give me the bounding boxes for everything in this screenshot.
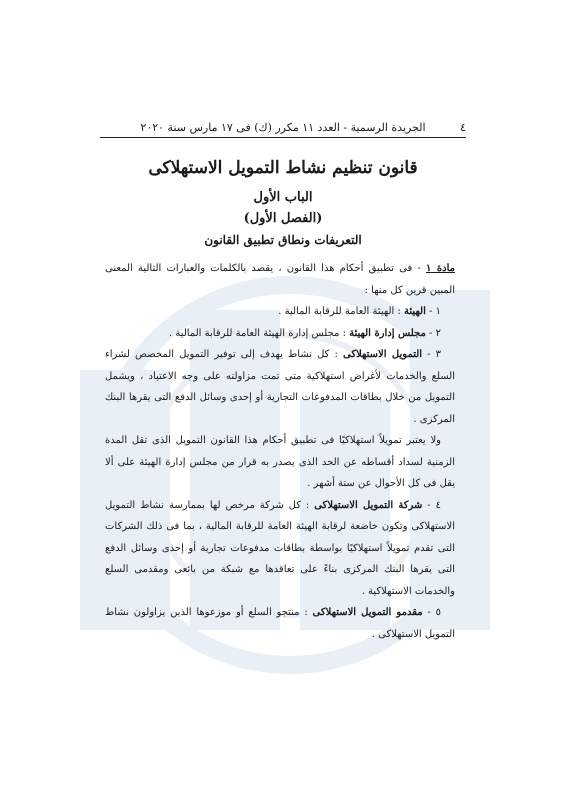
definition-number: ١ - (425, 306, 441, 317)
definition-text: : الهيئة العامة للرقابة المالية . (278, 306, 405, 317)
definition-item (105, 495, 455, 603)
definition-text: : كل نشاط يهدف إلى توفير التمويل المخصص لشراء السلع والخدمات لأغراض استهلاكية متى تمت مزاولته على وجه الاعتياد ، ويشمل التمويل من خلال بطاقات المدفوعات التجارية أو إحدى وسائل الدفع التى يقرها البنك المركزى . (105, 349, 455, 425)
section-heading: (الفصل الأول) (243, 211, 323, 226)
definition-item (105, 323, 455, 345)
section-subtitle: التعريفات ونطاق تطبيق القانون (204, 233, 362, 247)
header-text: الجريدة الرسمية - العدد ١١ مكرر (ك) فى ١٧ مارس سنة ٢٠٢٠ (140, 121, 426, 134)
definition-number: ٥ - (422, 607, 441, 618)
definition-term: مجلس إدارة الهيئة (349, 327, 426, 339)
page-header (100, 121, 466, 138)
law-title: قانون تنظيم نشاط التمويل الاستهلاكى (148, 158, 418, 178)
definition-item (105, 344, 455, 430)
definition-paragraph (105, 430, 455, 495)
definition-text: ولا يعتبر تمويلاً استهلاكيًا فى تطبيق أحكام هذا القانون التمويل الذى تقل المدة الزمنية لسداد أقساطه عن الحد الذى يصدر به قرار من مجلس إدارة الهيئة على ألا يقل فى كل الأحوال عن ستة أشهر . (105, 435, 455, 489)
definition-text: : منتجو السلع أو موزعوها الذين يزاولون نشاط التمويل الاستهلاكى . (105, 607, 455, 640)
definition-item (105, 301, 455, 323)
definition-text: : كل شركة مرخص لها بممارسة نشاط التمويل الاستهلاكى وتكون خاضعة لرقابة الهيئة العامة للرقابة المالية ، بما فى ذلك الشركات التى تقدم تمويلاً استهلاكيًا بواسطة بطاقات مدفوعات تجارية أو إحدى وسائل الدفع التى يقرها البنك المركزى بناءً على تعاقدها مع شبكة من بائعى ومقدمى السلع والخدمات الاستهلاكية . (105, 499, 455, 597)
definition-item (105, 602, 455, 645)
document-body (105, 258, 455, 645)
definition-term: مقدمو التمويل الاستهلاكى (312, 607, 423, 618)
definition-text: : مجلس إدارة الهيئة العامة للرقابة المالية . (169, 327, 350, 339)
definition-term: الهيئة (404, 306, 426, 317)
definition-number: ٤ - (422, 499, 441, 511)
article-label: مادة ١ (426, 263, 455, 274)
definition-number: ٢ - (425, 327, 441, 339)
definition-number: ٣ - (422, 349, 441, 360)
chapter-heading: الباب الأول (253, 190, 313, 205)
definition-term: شركة التمويل الاستهلاكى (314, 499, 423, 511)
definition-term: التمويل الاستهلاكى (342, 349, 423, 360)
article-text: - فى تطبيق أحكام هذا القانون ، يقصد بالكلمات والعبارات التالية المعنى المبين قرين كل منها : (105, 263, 455, 296)
article-1 (105, 258, 455, 301)
page-number: ٤ (460, 121, 466, 134)
